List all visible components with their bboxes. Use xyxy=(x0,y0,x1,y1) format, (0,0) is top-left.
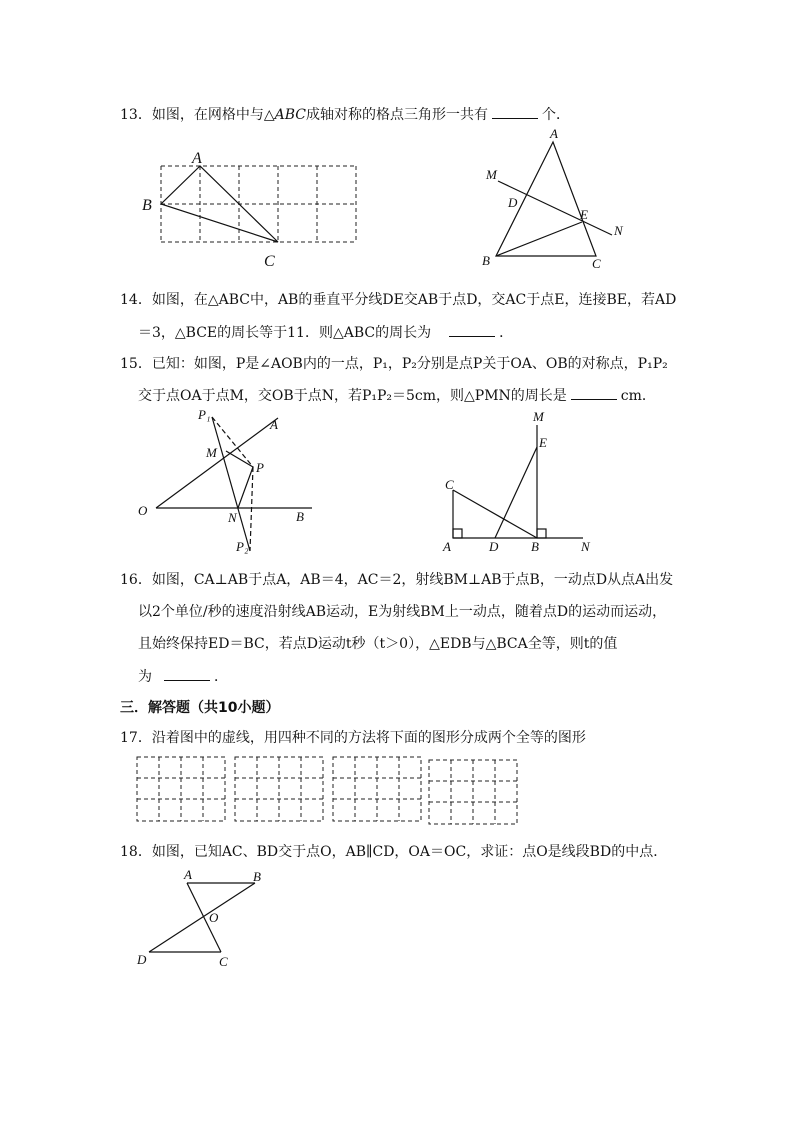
q13-answer-blank[interactable] xyxy=(492,104,538,119)
q18-label-D: D xyxy=(137,952,147,967)
q15-fig1-A: A xyxy=(270,417,278,432)
q16-answer-blank[interactable] xyxy=(164,666,210,681)
q15-fig1-M: M xyxy=(206,445,217,460)
q16-label-C: C xyxy=(445,477,454,492)
q15-fig1-P1: P₁ xyxy=(198,407,211,422)
q15-fig1-N: N xyxy=(228,510,237,525)
q14-line2-suffix: ． xyxy=(499,325,514,341)
q15-answer-blank[interactable] xyxy=(571,385,617,400)
q15-line2-suffix: cm． xyxy=(620,388,656,404)
q16-label-N: N xyxy=(581,539,590,554)
q16-label-A: A xyxy=(443,539,451,554)
q13-label-C: C xyxy=(264,253,275,270)
q14-line1: 14．如图，在△ABC中，AB的垂直平分线DE交AB于点D，交AC于点E，连接BE，若AD xyxy=(120,292,677,308)
q13-unit: 个． xyxy=(541,107,570,123)
q15-line1: 15．已知：如图，P是∠AOB内的一点，P₁，P₂分别是点P关于OA、OB的对称点，P₁P₂ xyxy=(120,356,668,372)
q15-line2-prefix: 交于点OA于点M，交OB于点N，若P₁P₂＝5cm，则△PMN的周长是 xyxy=(138,388,567,404)
q15-line2 xyxy=(138,385,656,406)
section-3-title: 三．解答题（共10小题） xyxy=(120,700,280,716)
q16-line4-suffix: ． xyxy=(214,669,228,685)
q14-answer-blank[interactable] xyxy=(449,322,495,337)
q13-fig2-C: C xyxy=(592,256,601,271)
q18-label-A: A xyxy=(184,867,192,882)
q16-label-B: B xyxy=(531,539,539,554)
q18-label-C: C xyxy=(219,954,228,969)
q15-fig1-B: B xyxy=(296,509,304,524)
q13-suffix: 成轴对称的格点三角形一共有 xyxy=(305,107,488,123)
q13-text xyxy=(120,104,570,125)
q18-label-O: O xyxy=(209,910,219,925)
q16-line2: 以2个单位/秒的速度沿射线AB运动，E为射线BM上一动点，随着点D的运动而运动， xyxy=(138,604,667,620)
q14-line2-prefix: ＝3，△BCE的周长等于11．则△ABC的周长为 xyxy=(138,325,432,341)
q14-line2 xyxy=(138,322,513,343)
q13-label-A: A xyxy=(192,150,202,167)
q13-fig2-N: N xyxy=(614,223,623,238)
q13-grid-figure xyxy=(138,148,368,268)
q13-abc: ABC xyxy=(274,107,306,123)
q16-label-M: M xyxy=(533,409,544,424)
q16-figure xyxy=(435,405,605,555)
q13-fig2-D: D xyxy=(508,195,518,210)
q16-line4-prefix: 为 xyxy=(138,669,152,685)
q18-text: 18．如图，已知AC、BD交于点O，AB∥CD，OA＝OC，求证：点O是线段BD的中点． xyxy=(120,844,668,860)
q16-line4 xyxy=(138,666,228,687)
q16-line1: 16．如图，CA⊥AB于点A，AB＝4，AC＝2，射线BM⊥AB于点B，一动点D从点A出发 xyxy=(120,572,674,588)
q15-fig1-O: O xyxy=(138,503,148,518)
q15-angle-figure xyxy=(130,405,330,555)
q13-triangle-figure xyxy=(480,125,640,275)
q18-label-B: B xyxy=(253,869,261,884)
q18-figure xyxy=(135,866,270,971)
q13-label-B: B xyxy=(142,197,152,214)
q16-label-D: D xyxy=(489,539,499,554)
q17-text: 17．沿着图中的虚线，用四种不同的方法将下面的图形分成两个全等的图形 xyxy=(120,730,586,746)
q13-fig2-B: B xyxy=(482,253,490,268)
q17-grids xyxy=(136,756,526,826)
q16-line3: 且始终保持ED＝BC，若点D运动t秒（t＞0），△EDB与△BCA全等，则t的值 xyxy=(138,636,618,652)
q13-prefix: 13．如图，在网格中与△ xyxy=(120,107,275,123)
q13-fig2-E: E xyxy=(580,207,588,222)
q13-fig2-A: A xyxy=(550,126,558,141)
q15-fig1-P2: P₂ xyxy=(236,539,249,554)
q15-fig1-P: P xyxy=(256,460,264,475)
q13-fig2-M: M xyxy=(486,167,497,182)
q16-label-E: E xyxy=(539,435,547,450)
